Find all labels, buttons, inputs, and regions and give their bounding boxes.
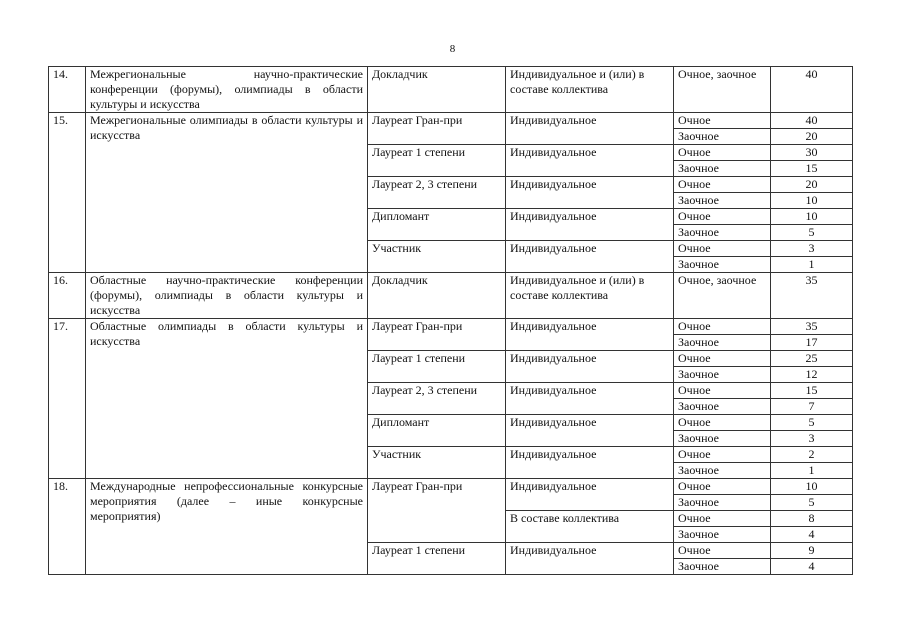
participation-cell: Индивидуальное: [506, 543, 674, 575]
form-cell: Заочное: [674, 399, 771, 415]
form-cell: Заочное: [674, 335, 771, 351]
form-cell: Заочное: [674, 495, 771, 511]
form-cell: Очное: [674, 415, 771, 431]
status-cell: Дипломант: [368, 415, 506, 447]
status-cell: Лауреат 1 степени: [368, 543, 506, 575]
participation-cell: Индивидуальное: [506, 113, 674, 145]
table-row: [49, 479, 853, 495]
participation-cell: В составе коллектива: [506, 511, 674, 543]
points-cell: 35: [771, 273, 853, 319]
points-cell: 17: [771, 335, 853, 351]
status-cell: Лауреат 2, 3 степени: [368, 177, 506, 209]
status-cell: Лауреат 2, 3 степени: [368, 383, 506, 415]
form-cell: Очное, заочное: [674, 273, 771, 319]
participation-cell: Индивидуальное: [506, 209, 674, 241]
status-cell: Участник: [368, 241, 506, 273]
form-cell: Очное: [674, 447, 771, 463]
form-cell: Очное: [674, 543, 771, 559]
row-number: 17.: [49, 319, 86, 479]
form-cell: Очное: [674, 241, 771, 257]
points-cell: 1: [771, 463, 853, 479]
points-cell: 1: [771, 257, 853, 273]
points-cell: 12: [771, 367, 853, 383]
form-cell: Заочное: [674, 431, 771, 447]
points-cell: 8: [771, 511, 853, 527]
row-number: 18.: [49, 479, 86, 575]
form-cell: Заочное: [674, 129, 771, 145]
form-cell: Очное: [674, 351, 771, 367]
form-cell: Заочное: [674, 367, 771, 383]
form-cell: Заочное: [674, 463, 771, 479]
points-cell: 2: [771, 447, 853, 463]
form-cell: Очное: [674, 113, 771, 129]
status-cell: Докладчик: [368, 273, 506, 319]
participation-cell: Индивидуальное и (или) в составе коллектива: [506, 273, 674, 319]
form-cell: Заочное: [674, 257, 771, 273]
points-cell: 3: [771, 241, 853, 257]
participation-cell: Индивидуальное: [506, 351, 674, 383]
participation-cell: Индивидуальное: [506, 241, 674, 273]
status-cell: Лауреат 1 степени: [368, 351, 506, 383]
form-cell: Заочное: [674, 559, 771, 575]
form-cell: Заочное: [674, 193, 771, 209]
table-row: [49, 273, 853, 319]
points-cell: 25: [771, 351, 853, 367]
criteria-table: [48, 66, 853, 575]
row-number: 14.: [49, 67, 86, 113]
points-cell: 5: [771, 495, 853, 511]
status-cell: Лауреат Гран-при: [368, 479, 506, 543]
points-cell: 40: [771, 113, 853, 129]
status-cell: Дипломант: [368, 209, 506, 241]
form-cell: Очное: [674, 383, 771, 399]
form-cell: Очное, заочное: [674, 67, 771, 113]
form-cell: Заочное: [674, 527, 771, 543]
form-cell: Заочное: [674, 161, 771, 177]
achievement-name: Межрегиональные научно-практические конференции (форумы), олимпиады в области культуры и искусства: [86, 67, 368, 113]
points-cell: 35: [771, 319, 853, 335]
achievement-name: Областные олимпиады в области культуры и искусства: [86, 319, 368, 479]
table-row: [49, 319, 853, 335]
points-cell: 5: [771, 415, 853, 431]
form-cell: Очное: [674, 145, 771, 161]
form-cell: Очное: [674, 319, 771, 335]
points-cell: 9: [771, 543, 853, 559]
points-cell: 15: [771, 161, 853, 177]
participation-cell: Индивидуальное: [506, 145, 674, 177]
points-cell: 10: [771, 209, 853, 225]
table-row: [49, 67, 853, 113]
points-cell: 40: [771, 67, 853, 113]
points-cell: 7: [771, 399, 853, 415]
participation-cell: Индивидуальное: [506, 479, 674, 511]
achievement-name: Международные непрофессиональные конкурсные мероприятия (далее – иные конкурсные мероприятия): [86, 479, 368, 575]
participation-cell: Индивидуальное: [506, 177, 674, 209]
points-cell: 15: [771, 383, 853, 399]
achievement-name: Областные научно-практические конференции (форумы), олимпиады в области культуры и искусства: [86, 273, 368, 319]
row-number: 16.: [49, 273, 86, 319]
points-cell: 20: [771, 129, 853, 145]
status-cell: Докладчик: [368, 67, 506, 113]
points-cell: 3: [771, 431, 853, 447]
participation-cell: Индивидуальное: [506, 447, 674, 479]
status-cell: Лауреат Гран-при: [368, 113, 506, 145]
participation-cell: Индивидуальное: [506, 319, 674, 351]
row-number: 15.: [49, 113, 86, 273]
status-cell: Участник: [368, 447, 506, 479]
points-cell: 4: [771, 527, 853, 543]
achievement-name: Межрегиональные олимпиады в области культуры и искусства: [86, 113, 368, 273]
participation-cell: Индивидуальное: [506, 415, 674, 447]
points-cell: 5: [771, 225, 853, 241]
status-cell: Лауреат 1 степени: [368, 145, 506, 177]
participation-cell: Индивидуальное и (или) в составе коллектива: [506, 67, 674, 113]
points-cell: 4: [771, 559, 853, 575]
form-cell: Очное: [674, 209, 771, 225]
points-cell: 10: [771, 193, 853, 209]
form-cell: Заочное: [674, 225, 771, 241]
points-cell: 10: [771, 479, 853, 495]
form-cell: Очное: [674, 177, 771, 193]
participation-cell: Индивидуальное: [506, 383, 674, 415]
page-number: 8: [449, 43, 456, 55]
form-cell: Очное: [674, 511, 771, 527]
status-cell: Лауреат Гран-при: [368, 319, 506, 351]
points-cell: 30: [771, 145, 853, 161]
points-cell: 20: [771, 177, 853, 193]
form-cell: Очное: [674, 479, 771, 495]
table-row: [49, 113, 853, 129]
